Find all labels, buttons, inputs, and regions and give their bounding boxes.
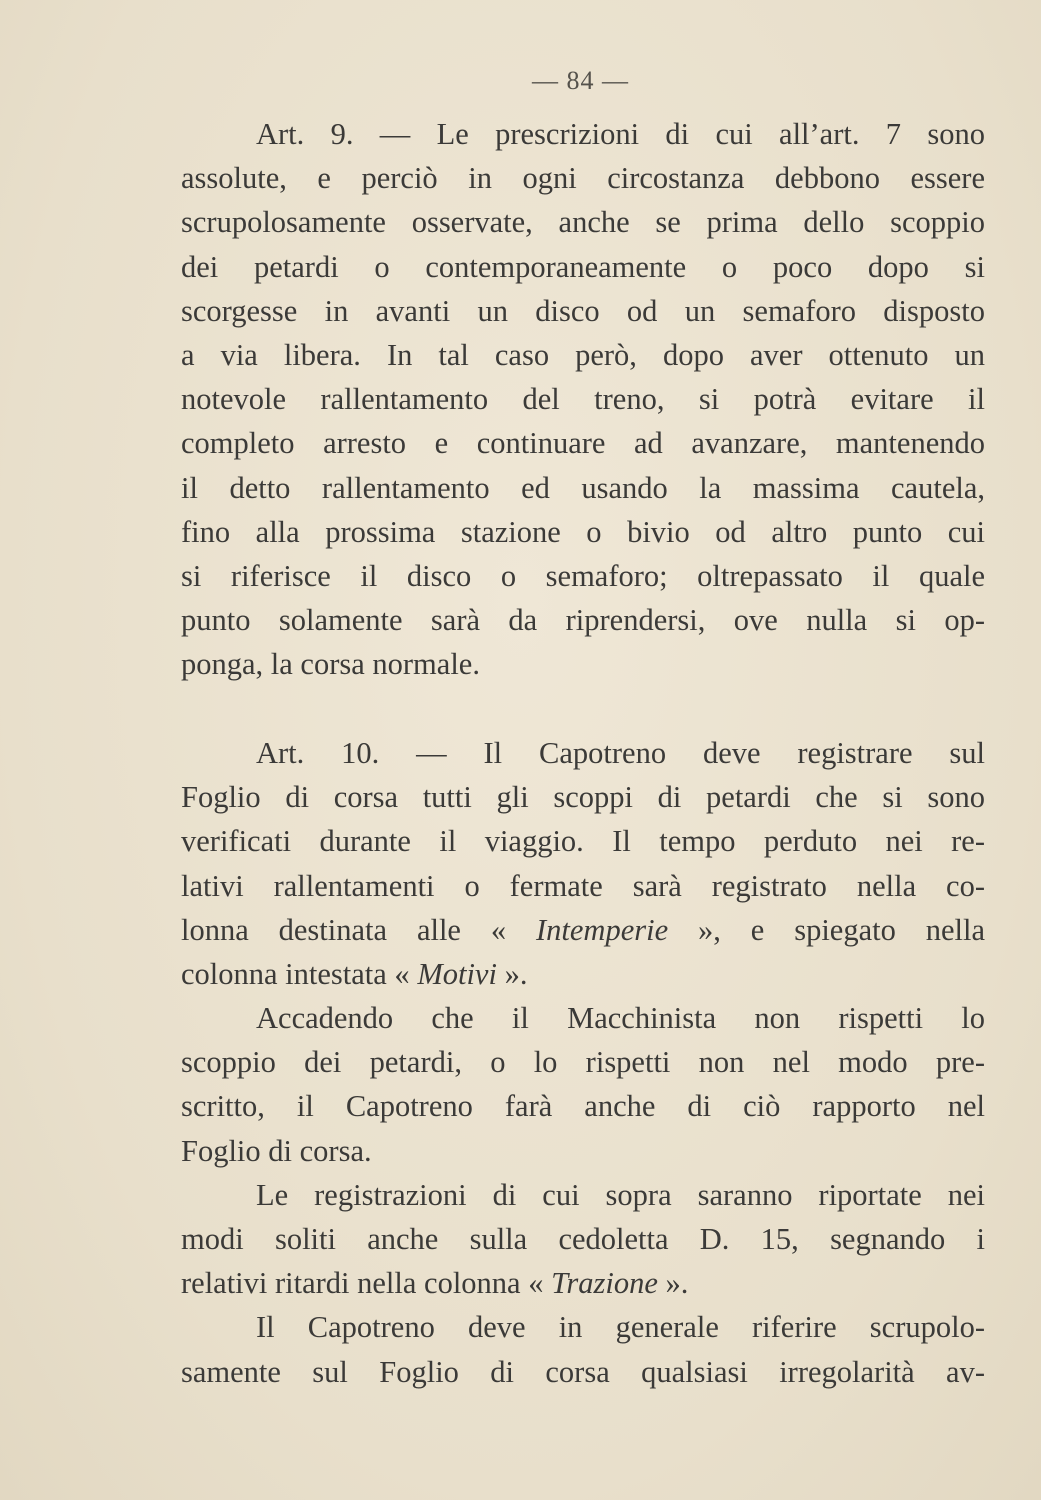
text-run: ». bbox=[657, 1266, 689, 1301]
paragraph-art-9 bbox=[181, 112, 985, 686]
text-run: relativi ritardi nella colonna « bbox=[181, 1266, 552, 1301]
text-line: Foglio di corsa. bbox=[181, 1133, 372, 1168]
text-line: fino alla prossima stazione o bivio od altro punto cui bbox=[181, 514, 985, 549]
text-line: dei petardi o contemporaneamente o poco dopo si bbox=[181, 249, 985, 284]
text-line: scorgesse in avanti un disco od un semaforo disposto bbox=[181, 293, 985, 328]
text-line: modi soliti anche sulla cedoletta D. 15, segnando i bbox=[181, 1222, 985, 1256]
text-line: lativi rallentamenti o fermate sarà registrato nella co- bbox=[181, 868, 985, 903]
text-line: Accadendo che il Macchinista non rispetti lo bbox=[256, 1001, 985, 1036]
body-text bbox=[181, 112, 985, 1394]
text-line: scrupolosamente osservate, anche se prima dello scoppio bbox=[181, 205, 985, 240]
text-line: assolute, e perciò in ogni circostanza debbono essere bbox=[181, 161, 985, 196]
text-line: Le registrazioni di cui sopra saranno riportate nei bbox=[256, 1177, 985, 1212]
text-line: Art. 9. — Le prescrizioni di cui all’art. 7 sono bbox=[256, 117, 985, 151]
text-line: il detto rallentamento ed usando la massima cautela, bbox=[181, 470, 985, 505]
text-line bbox=[181, 908, 985, 952]
text-run: », e spiegato nella bbox=[668, 912, 986, 947]
text-line: verificati durante il viaggio. Il tempo perduto nei re- bbox=[181, 824, 985, 859]
text-line: notevole rallentamento del treno, si potrà evitare il bbox=[181, 382, 985, 417]
text-line: si riferisce il disco o semaforo; oltrepassato il quale bbox=[181, 558, 985, 593]
text-line: Art. 10. — Il Capotreno deve registrare sul bbox=[256, 735, 985, 770]
text-line: completo arresto e continuare ad avanzare, mantenendo bbox=[181, 426, 985, 461]
paragraph-art-10 bbox=[181, 731, 985, 996]
italic-term: Motivi bbox=[417, 956, 497, 991]
text-run: ». bbox=[496, 956, 528, 991]
paragraph-gap bbox=[181, 686, 985, 731]
text-line: Il Capotreno deve in generale riferire scrupolo- bbox=[256, 1310, 985, 1345]
text-run: colonna intestata « bbox=[181, 956, 418, 991]
text-line: samente sul Foglio di corsa qualsiasi irregolarità av- bbox=[181, 1354, 985, 1389]
paragraph-registrazioni bbox=[181, 1173, 985, 1306]
text-run: lonna destinata alle « bbox=[181, 912, 536, 947]
paragraph-capotreno bbox=[181, 1305, 985, 1393]
paragraph-accadendo bbox=[181, 996, 985, 1173]
italic-term: Intemperie bbox=[536, 912, 669, 947]
text-line: scritto, il Capotreno farà anche di ciò rapporto nel bbox=[181, 1089, 985, 1124]
text-line bbox=[181, 1261, 985, 1305]
text-line: a via libera. In tal caso però, dopo aver ottenuto un bbox=[181, 337, 985, 372]
italic-term: Trazione bbox=[551, 1266, 658, 1301]
page-number: — 84 — bbox=[532, 66, 629, 95]
text-line: Foglio di corsa tutti gli scoppi di petardi che si sono bbox=[181, 780, 985, 815]
text-line: punto solamente sarà da riprendersi, ove nulla si op- bbox=[181, 603, 985, 638]
text-line: scoppio dei petardi, o lo rispetti non nel modo pre- bbox=[181, 1045, 985, 1080]
text-line bbox=[181, 952, 985, 996]
text-line: ponga, la corsa normale. bbox=[181, 647, 480, 682]
